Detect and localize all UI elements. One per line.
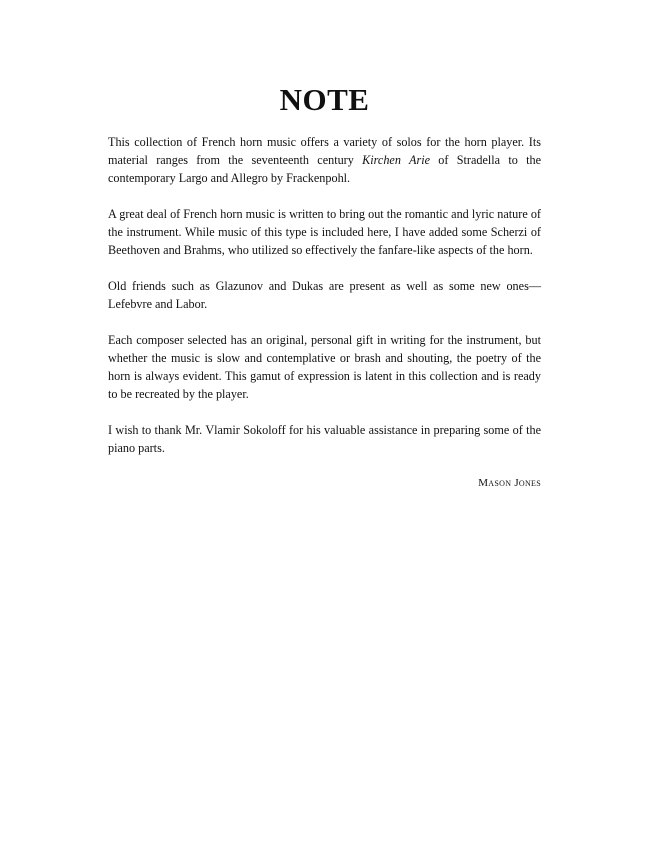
paragraph-thanks: I wish to thank Mr. Vlamir Sokoloff for his valuable assistance in preparing some of the piano parts.	[108, 423, 541, 455]
italic-work-title: Kirchen Arie	[362, 153, 430, 167]
paragraph-romantic-nature: A great deal of French horn music is written to bring out the romantic and lyric nature of the instrument. While music of this type is included here, I have added some Scherzi of Beethoven and Brahms, who utilized so effectively the fanfare-like aspects of the horn.	[108, 207, 541, 257]
signature: Mason Jones	[478, 477, 541, 489]
paragraph-intro-start: This collection of French horn music offers a variety of solos for the horn player. Its material ranges from the seventeenth century	[108, 135, 541, 167]
paragraph-composers: Each composer selected has an original, personal gift in writing for the instrument, but whether the music is slow and contemplative or brash and shouting, the poetry of the horn is always evident. This gamut of expression is latent in this collection and is ready to be recreated by the player.	[108, 333, 541, 401]
note-page	[108, 82, 541, 491]
paragraph-intro-end: of Stradella to the contemporary Largo and Allegro by Frackenpohl.	[108, 153, 541, 185]
paragraph-intro	[108, 133, 541, 187]
paragraph-old-friends: Old friends such as Glazunov and Dukas are present as well as some new ones—Lefebvre and Labor.	[108, 279, 541, 311]
page-title: NOTE	[279, 82, 370, 117]
